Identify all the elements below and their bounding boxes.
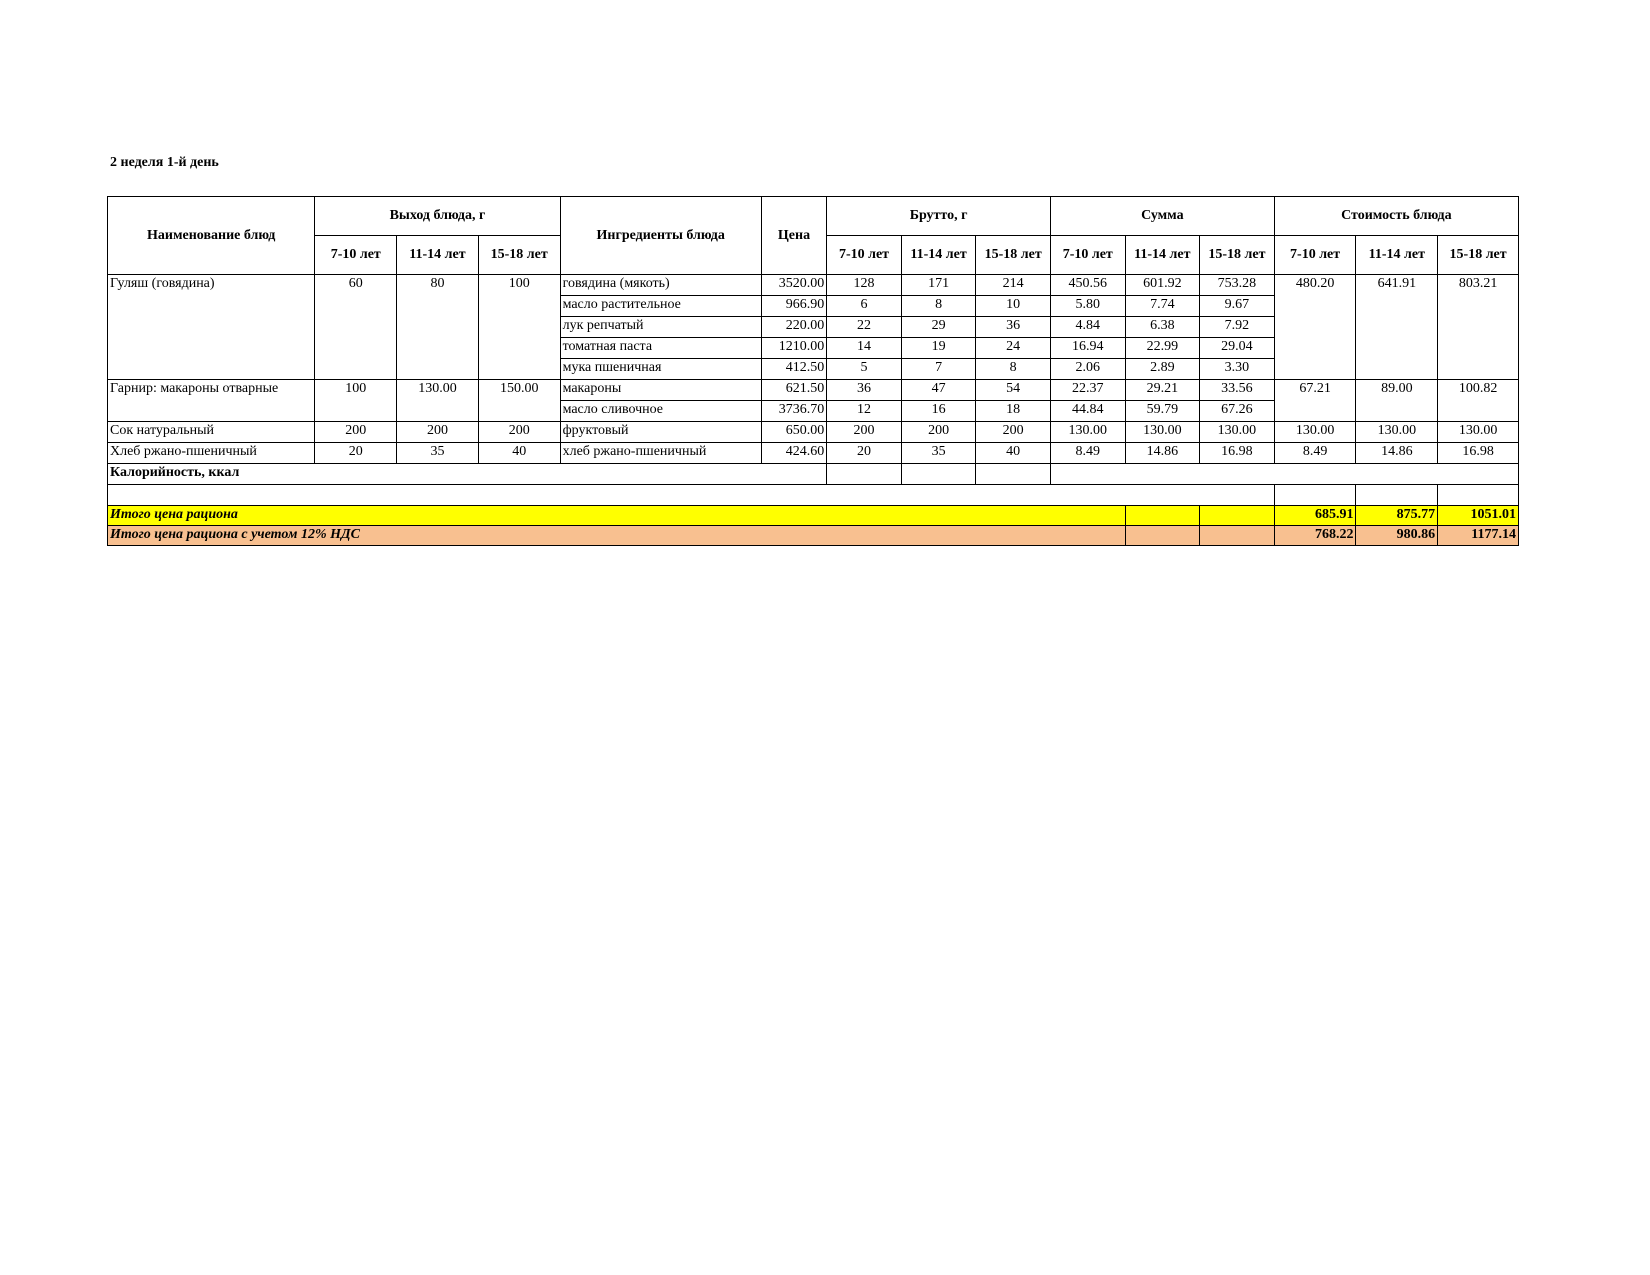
dish-name: Гарнир: макароны отварные [108, 380, 315, 422]
total-vat-value: 980.86 [1356, 526, 1438, 546]
ingredient-brutto: 36 [827, 380, 902, 401]
ingredient-brutto: 5 [827, 359, 902, 380]
ingredient-brutto: 10 [976, 296, 1051, 317]
dish-cost: 89.00 [1356, 380, 1438, 422]
ingredient-name: лук репчатый [560, 317, 761, 338]
ingredient-sum: 4.84 [1050, 317, 1125, 338]
ingredient-brutto: 22 [827, 317, 902, 338]
ingredient-sum: 29.21 [1125, 380, 1200, 401]
ingredient-brutto: 7 [901, 359, 976, 380]
ingredient-brutto: 171 [901, 275, 976, 296]
ingredient-price: 424.60 [761, 443, 826, 464]
total-value: 685.91 [1274, 506, 1356, 526]
dish-cost: 100.82 [1438, 380, 1519, 422]
ingredient-brutto: 200 [976, 422, 1051, 443]
empty-cell [1356, 485, 1438, 506]
ingredient-sum: 130.00 [1125, 422, 1200, 443]
header-age: 11-14 лет [1125, 236, 1200, 275]
header-age: 7-10 лет [1274, 236, 1356, 275]
calories-row [108, 464, 1519, 485]
table-row [108, 443, 1519, 464]
ingredient-brutto: 16 [901, 401, 976, 422]
dish-yield: 20 [315, 443, 397, 464]
header-age: 15-18 лет [1438, 236, 1519, 275]
header-price: Цена [761, 197, 826, 275]
empty-cell [1274, 485, 1356, 506]
table-row [108, 275, 1519, 296]
ingredient-brutto: 35 [901, 443, 976, 464]
dish-name: Сок натуральный [108, 422, 315, 443]
dish-yield: 35 [397, 443, 479, 464]
table-row [108, 422, 1519, 443]
dish-cost: 803.21 [1438, 275, 1519, 380]
dish-yield: 200 [397, 422, 479, 443]
dish-yield: 60 [315, 275, 397, 380]
ingredient-brutto: 6 [827, 296, 902, 317]
header-age: 11-14 лет [397, 236, 479, 275]
calories-cell [1050, 464, 1518, 485]
ingredient-brutto: 36 [976, 317, 1051, 338]
total-value: 875.77 [1356, 506, 1438, 526]
dish-cost: 130.00 [1356, 422, 1438, 443]
calories-cell [827, 464, 902, 485]
document-title: 2 неделя 1-й день [110, 155, 219, 170]
total-vat-empty-cell [1125, 526, 1200, 546]
menu-cost-table [107, 196, 1519, 546]
dish-cost: 14.86 [1356, 443, 1438, 464]
total-vat-value: 1177.14 [1438, 526, 1519, 546]
dish-cost: 16.98 [1438, 443, 1519, 464]
ingredient-brutto: 24 [976, 338, 1051, 359]
ingredient-sum: 7.92 [1200, 317, 1275, 338]
ingredient-sum: 59.79 [1125, 401, 1200, 422]
ingredient-brutto: 8 [976, 359, 1051, 380]
ingredient-price: 966.90 [761, 296, 826, 317]
ingredient-price: 1210.00 [761, 338, 826, 359]
dish-yield: 130.00 [397, 380, 479, 422]
ingredient-price: 220.00 [761, 317, 826, 338]
dish-yield: 100 [315, 380, 397, 422]
ingredient-sum: 7.74 [1125, 296, 1200, 317]
ingredient-name: говядина (мякоть) [560, 275, 761, 296]
table-row [108, 380, 1519, 401]
total-vat-empty-cell [1200, 526, 1275, 546]
header-age: 11-14 лет [1356, 236, 1438, 275]
header-sum: Сумма [1050, 197, 1274, 236]
header-age: 15-18 лет [1200, 236, 1275, 275]
ingredient-sum: 2.06 [1050, 359, 1125, 380]
ingredient-brutto: 18 [976, 401, 1051, 422]
header-age: 7-10 лет [315, 236, 397, 275]
ingredient-sum: 2.89 [1125, 359, 1200, 380]
ingredient-name: фруктовый [560, 422, 761, 443]
dish-yield: 150.00 [478, 380, 560, 422]
dish-yield: 80 [397, 275, 479, 380]
dish-cost: 67.21 [1274, 380, 1356, 422]
header-ingredients: Ингредиенты блюда [560, 197, 761, 275]
ingredient-brutto: 8 [901, 296, 976, 317]
ingredient-brutto: 12 [827, 401, 902, 422]
header-dish-name: Наименование блюд [108, 197, 315, 275]
empty-cell [1438, 485, 1519, 506]
ingredient-sum: 130.00 [1050, 422, 1125, 443]
ingredient-price: 650.00 [761, 422, 826, 443]
dish-cost: 130.00 [1274, 422, 1356, 443]
total-label: Итого цена рациона [108, 506, 1126, 526]
total-vat-value: 768.22 [1274, 526, 1356, 546]
total-vat-row [108, 526, 1519, 546]
ingredient-brutto: 128 [827, 275, 902, 296]
ingredient-sum: 6.38 [1125, 317, 1200, 338]
header-age: 15-18 лет [976, 236, 1051, 275]
calories-cell [901, 464, 976, 485]
dish-yield: 40 [478, 443, 560, 464]
dish-cost: 480.20 [1274, 275, 1356, 380]
ingredient-sum: 29.04 [1200, 338, 1275, 359]
header-age: 7-10 лет [1050, 236, 1125, 275]
ingredient-brutto: 214 [976, 275, 1051, 296]
calories-label: Калорийность, ккал [108, 464, 827, 485]
ingredient-sum: 5.80 [1050, 296, 1125, 317]
ingredient-name: макароны [560, 380, 761, 401]
ingredient-price: 412.50 [761, 359, 826, 380]
total-row [108, 506, 1519, 526]
ingredient-name: томатная паста [560, 338, 761, 359]
ingredient-name: масло сливочное [560, 401, 761, 422]
dish-cost: 130.00 [1438, 422, 1519, 443]
ingredient-name: масло растительное [560, 296, 761, 317]
header-age: 15-18 лет [478, 236, 560, 275]
total-value: 1051.01 [1438, 506, 1519, 526]
ingredient-sum: 22.37 [1050, 380, 1125, 401]
ingredient-brutto: 47 [901, 380, 976, 401]
ingredient-sum: 67.26 [1200, 401, 1275, 422]
total-empty-cell [1125, 506, 1200, 526]
ingredient-brutto: 54 [976, 380, 1051, 401]
header-age: 7-10 лет [827, 236, 902, 275]
ingredient-sum: 14.86 [1125, 443, 1200, 464]
header-age: 11-14 лет [901, 236, 976, 275]
ingredient-sum: 130.00 [1200, 422, 1275, 443]
ingredient-brutto: 14 [827, 338, 902, 359]
ingredient-name: мука пшеничная [560, 359, 761, 380]
ingredient-price: 3736.70 [761, 401, 826, 422]
ingredient-brutto: 20 [827, 443, 902, 464]
empty-row [108, 485, 1519, 506]
ingredient-sum: 3.30 [1200, 359, 1275, 380]
ingredient-sum: 16.98 [1200, 443, 1275, 464]
ingredient-price: 3520.00 [761, 275, 826, 296]
dish-cost: 641.91 [1356, 275, 1438, 380]
ingredient-brutto: 40 [976, 443, 1051, 464]
calories-cell [976, 464, 1051, 485]
ingredient-brutto: 19 [901, 338, 976, 359]
ingredient-sum: 8.49 [1050, 443, 1125, 464]
empty-cell [108, 485, 1275, 506]
ingredient-brutto: 200 [827, 422, 902, 443]
header-cost: Стоимость блюда [1274, 197, 1518, 236]
ingredient-sum: 33.56 [1200, 380, 1275, 401]
ingredient-name: хлеб ржано-пшеничный [560, 443, 761, 464]
ingredient-brutto: 200 [901, 422, 976, 443]
ingredient-price: 621.50 [761, 380, 826, 401]
dish-yield: 100 [478, 275, 560, 380]
ingredient-sum: 601.92 [1125, 275, 1200, 296]
ingredient-brutto: 29 [901, 317, 976, 338]
dish-yield: 200 [478, 422, 560, 443]
ingredient-sum: 22.99 [1125, 338, 1200, 359]
total-empty-cell [1200, 506, 1275, 526]
ingredient-sum: 450.56 [1050, 275, 1125, 296]
dish-name: Гуляш (говядина) [108, 275, 315, 380]
ingredient-sum: 9.67 [1200, 296, 1275, 317]
ingredient-sum: 16.94 [1050, 338, 1125, 359]
ingredient-sum: 44.84 [1050, 401, 1125, 422]
dish-yield: 200 [315, 422, 397, 443]
dish-name: Хлеб ржано-пшеничный [108, 443, 315, 464]
ingredient-sum: 753.28 [1200, 275, 1275, 296]
header-brutto: Брутто, г [827, 197, 1051, 236]
header-yield: Выход блюда, г [315, 197, 560, 236]
total-vat-label: Итого цена рациона с учетом 12% НДС [108, 526, 1126, 546]
dish-cost: 8.49 [1274, 443, 1356, 464]
